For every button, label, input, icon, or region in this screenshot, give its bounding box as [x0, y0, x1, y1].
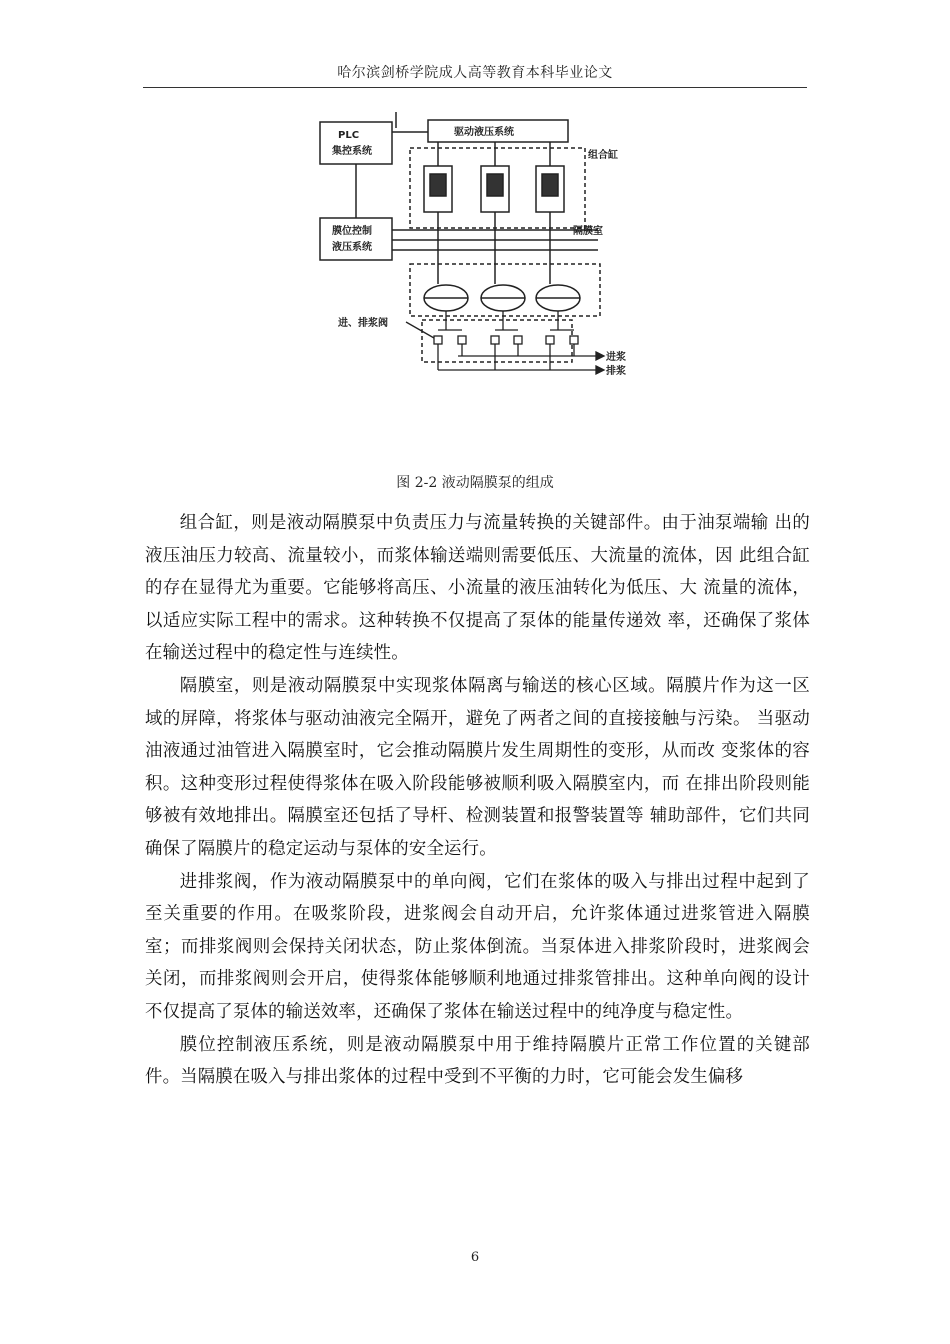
page-number: 6	[470, 1250, 480, 1265]
valve-3a	[546, 336, 554, 344]
cylinder-2	[481, 142, 509, 212]
paragraph-2: 隔膜室，则是液动隔膜泵中实现浆体隔离与输送的核心区域。隔膜片作为这一区域的屏障，将浆体与驱动油液完全隔开，避免了两者之间的直接接触与污染。 当驱动油液通过油管进入隔膜室时，它会推动隔膜片发生周期性的变形，从而改 变浆体的容积。这种变形过程使得浆体在吸入阶段能够被顺利吸入隔膜室内，而 在排出阶段则能够被有效地排出。隔膜室还包括了导杆、检测装置和报警装置等 辅助部件，它们共同确保了隔膜片的稳定运动与泵体的安全运行。	[145, 675, 810, 859]
plc-label-1: PLC	[338, 130, 360, 141]
pump-composition-figure	[298, 108, 638, 388]
cylinder-1	[424, 142, 452, 212]
chamber-label: 隔膜室	[573, 226, 603, 237]
valve-1a	[434, 336, 442, 344]
valve-2a	[491, 336, 499, 344]
membrane-ctrl-label-1: 膜位控制	[332, 226, 372, 237]
inlet-label: 进浆	[606, 352, 626, 363]
paragraph-3: 进排浆阀，作为液动隔膜泵中的单向阀，它们在浆体的吸入与排出过程中起到了至关重要的作用。在吸浆阶段，进浆阀会自动开启，允许浆体通过进浆管进入隔膜室；而排浆阀则会保持关闭状态，防止浆体倒流。当泵体进入排浆阶段时，进浆阀会关闭，而排浆阀则会开启，使得浆体能够顺利地通过排浆管排出。这种单向阀的设计不仅提高了泵体的输送效率，还确保了浆体在输送过程中的纯净度与稳定性。	[145, 871, 810, 1022]
membrane-control-box	[320, 218, 392, 260]
body-text	[145, 507, 810, 1094]
drive-label: 驱动液压系统	[454, 127, 514, 138]
valve-2b	[514, 336, 522, 344]
figure-caption: 图 2-2 液动隔膜泵的组成	[396, 475, 554, 491]
page-header: 哈尔滨剑桥学院成人高等教育本科毕业论文	[337, 65, 613, 81]
pump-diagram	[298, 108, 638, 388]
valve-1b	[458, 336, 466, 344]
cylinder-label: 组合缸	[588, 150, 618, 161]
membrane-ctrl-label-2: 液压系统	[332, 242, 372, 253]
cylinder-3	[536, 142, 564, 212]
plc-label-2: 集控系统	[332, 146, 372, 157]
valve-3b	[570, 336, 578, 344]
paragraph-1: 组合缸，则是液动隔膜泵中负责压力与流量转换的关键部件。由于油泵端输 出的液压油压力较高、流量较小，而浆体输送端则需要低压、大流量的流体，因 此组合缸的存在显得尤为重要。它能够将高压、小流量的液压油转化为低压、大 流量的流体，以适应实际工程中的需求。这种转换不仅提高了泵体的能量传递效 率，还确保了浆体在输送过程中的稳定性与连续性。	[145, 513, 810, 664]
paragraph-4: 膜位控制液压系统，则是液动隔膜泵中用于维持隔膜片正常工作位置的关键部件。当隔膜在吸入与排出浆体的过程中受到不平衡的力时，它可能会发生偏移	[145, 1034, 810, 1088]
outlet-label: 排浆	[606, 366, 626, 377]
header-rule	[143, 87, 807, 88]
valves-label: 进、排浆阀	[338, 318, 388, 329]
plc-box	[320, 122, 392, 164]
